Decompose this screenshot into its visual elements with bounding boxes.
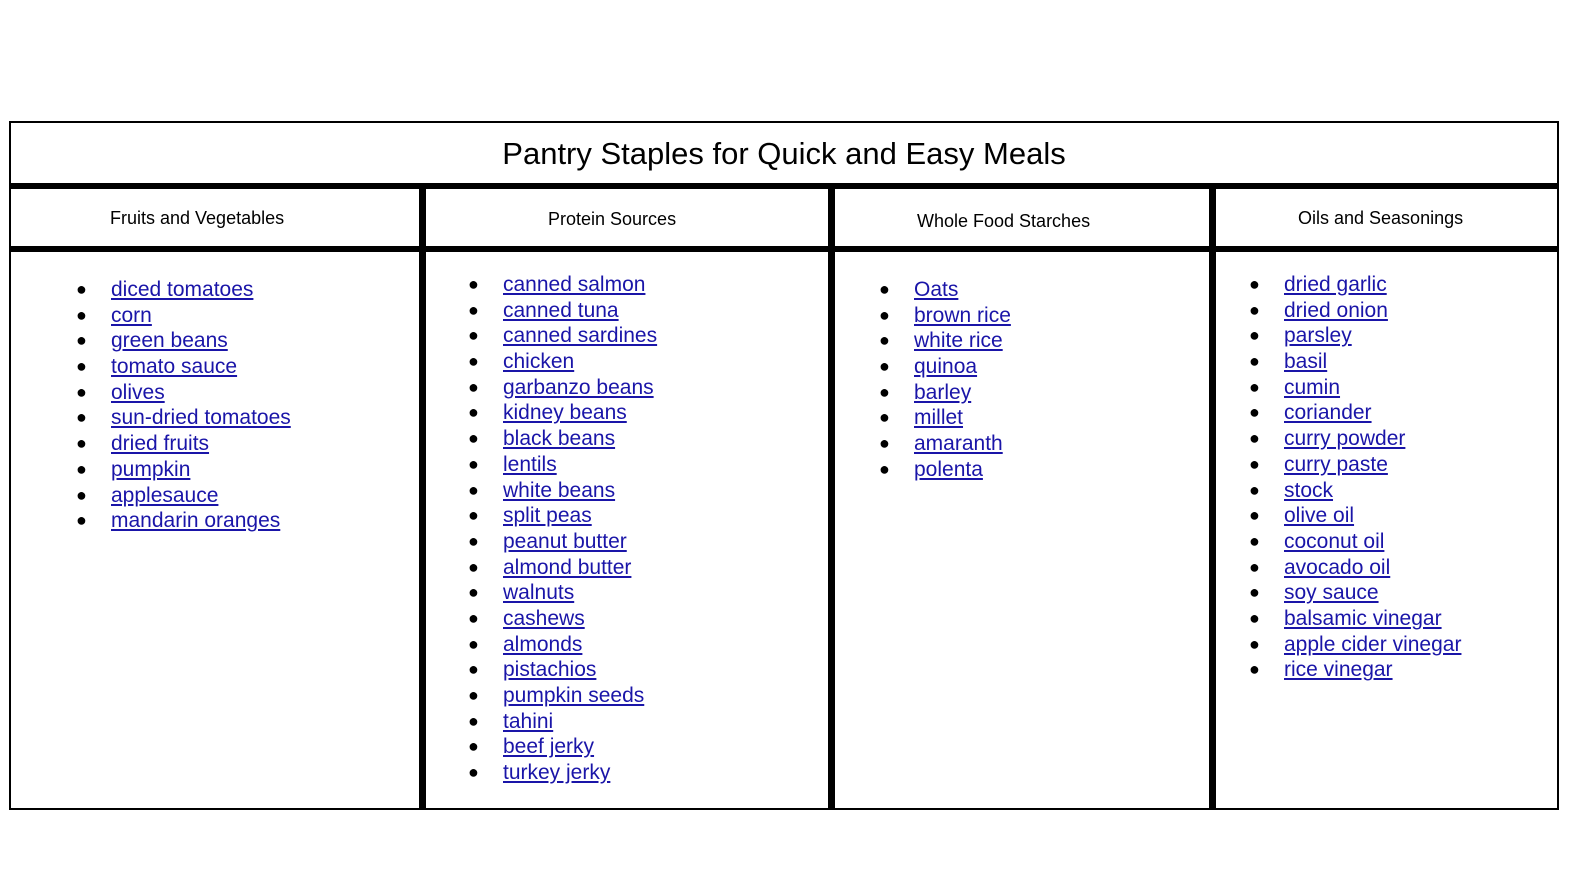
bullet-icon: ● [468,274,479,294]
item-link[interactable]: olives [111,380,165,404]
bullet-icon: ● [879,433,890,454]
item-link[interactable]: dried garlic [1284,273,1387,296]
item-link[interactable]: split peas [503,504,592,528]
bullet-icon: ● [468,659,479,680]
item-link[interactable]: Oats [914,278,959,301]
bullet-icon: ● [879,381,890,402]
bullet-icon: ● [468,556,479,577]
item-link[interactable]: dried onion [1284,298,1388,322]
item-link[interactable]: apple cider vinegar [1284,632,1462,656]
item-link[interactable]: basil [1284,350,1328,374]
bullet-icon: ● [468,685,479,705]
bullet-icon: ● [76,510,87,531]
item-link[interactable]: coconut oil [1284,529,1385,553]
item-link[interactable]: curry paste [1284,452,1388,476]
bullet-icon: ● [1249,505,1260,526]
bullet-icon: ● [879,356,890,377]
item-link[interactable]: canned tuna [503,298,619,322]
column-heading-whole-food-starches: Whole Food Starches [917,211,1091,231]
bullet-icon: ● [468,479,479,500]
column-heading-oils-seasonings: Oils and Seasonings [1298,208,1464,228]
bullet-icon: ● [1249,402,1260,423]
bullet-icon: ● [468,736,479,757]
item-link[interactable]: barley [914,380,972,404]
bullet-icon: ● [468,530,479,551]
page-title: Pantry Staples for Quick and Easy Meals [502,136,1066,171]
bullet-icon: ● [468,325,479,346]
bullet-icon: ● [1249,453,1260,474]
bullet-icon: ● [879,407,890,428]
item-link[interactable]: kidney beans [503,401,627,425]
item-link[interactable]: parsley [1284,324,1352,348]
item-link[interactable]: brown rice [914,303,1011,327]
column-divider [828,187,835,809]
item-link[interactable]: pumpkin [111,457,191,481]
item-link[interactable]: mandarin oranges [111,509,281,533]
bullet-icon: ● [76,381,87,402]
item-link[interactable]: rice vinegar [1284,658,1393,682]
item-link[interactable]: walnuts [503,581,575,605]
item-link[interactable]: almond butter [503,555,632,579]
bullet-icon: ● [879,304,890,325]
item-link[interactable]: canned sardines [503,324,658,348]
item-link[interactable]: soy sauce [1284,581,1379,605]
bullet-icon: ● [468,376,479,397]
column-divider [1209,187,1216,809]
bullet-icon: ● [468,633,479,654]
bullet-icon: ● [468,299,479,320]
bullet-icon: ● [468,453,479,474]
item-link[interactable]: beef jerky [503,735,595,759]
bullet-icon: ● [468,762,479,783]
bullet-icon: ● [1249,325,1260,346]
bullet-icon: ● [1249,274,1260,294]
item-link[interactable]: almonds [503,632,583,656]
bullet-icon: ● [468,402,479,423]
item-link[interactable]: turkey jerky [503,761,611,785]
item-link[interactable]: diced tomatoes [111,278,254,301]
bullet-icon: ● [1249,299,1260,320]
bullet-icon: ● [879,330,890,351]
bullet-icon: ● [1249,351,1260,372]
bullet-icon: ● [468,351,479,372]
bullet-icon: ● [1249,659,1260,680]
bullet-icon: ● [468,582,479,603]
item-link[interactable]: quinoa [914,355,978,379]
item-link[interactable]: olive oil [1284,504,1355,528]
item-link[interactable]: lentils [503,452,557,476]
bullet-icon: ● [1249,582,1260,603]
item-link[interactable]: cashews [503,606,585,630]
item-link[interactable]: polenta [914,457,983,481]
bullet-icon: ● [76,330,87,351]
item-link[interactable]: dried fruits [111,432,210,456]
item-link[interactable]: cumin [1284,375,1341,399]
item-link[interactable]: amaranth [914,432,1003,456]
bullet-icon: ● [76,458,87,479]
item-link[interactable]: black beans [503,427,616,451]
header-divider [9,246,1559,252]
bullet-icon: ● [76,407,87,428]
item-link[interactable]: corn [111,303,152,327]
bullet-icon: ● [1249,376,1260,397]
item-link[interactable]: curry powder [1284,427,1406,451]
bullet-icon: ● [468,710,479,731]
item-link[interactable]: balsamic vinegar [1284,606,1442,630]
bullet-icon: ● [468,505,479,526]
bullet-icon: ● [1249,428,1260,449]
bullet-icon: ● [1249,530,1260,551]
bullet-icon: ● [879,458,890,479]
bullet-icon: ● [1249,556,1260,577]
item-link[interactable]: peanut butter [503,529,627,553]
item-link[interactable]: avocado oil [1284,555,1391,579]
bullet-icon: ● [76,279,87,299]
item-link[interactable]: tomato sauce [111,355,238,379]
column-heading-fruits-vegetables: Fruits and Vegetables [110,208,285,228]
bullet-icon: ● [879,279,890,299]
bullet-icon: ● [1249,479,1260,500]
item-link[interactable]: chicken [503,350,575,374]
item-link[interactable]: white rice [914,329,1003,353]
bullet-icon: ● [468,607,479,628]
item-link[interactable]: millet [914,406,964,430]
item-link[interactable]: canned salmon [503,273,646,296]
bullet-icon: ● [76,356,87,377]
bullet-icon: ● [76,484,87,505]
item-link[interactable]: green beans [111,329,228,353]
item-link[interactable]: applesauce [111,483,219,507]
column-divider [419,187,426,809]
item-link[interactable]: pumpkin seeds [503,684,645,707]
bullet-icon: ● [468,428,479,449]
item-link[interactable]: sun-dried tomatoes [111,406,291,430]
bullet-icon: ● [1249,633,1260,654]
bullet-icon: ● [76,304,87,325]
column-heading-protein-sources: Protein Sources [548,209,677,229]
item-link[interactable]: tahini [503,709,554,733]
bullet-icon: ● [1249,607,1260,628]
item-link[interactable]: coriander [1284,401,1372,425]
item-link[interactable]: stock [1284,478,1334,502]
item-link[interactable]: garbanzo beans [503,375,654,399]
item-link[interactable]: pistachios [503,658,597,682]
bullet-icon: ● [76,433,87,454]
item-link[interactable]: white beans [503,478,616,502]
title-divider [9,183,1559,189]
